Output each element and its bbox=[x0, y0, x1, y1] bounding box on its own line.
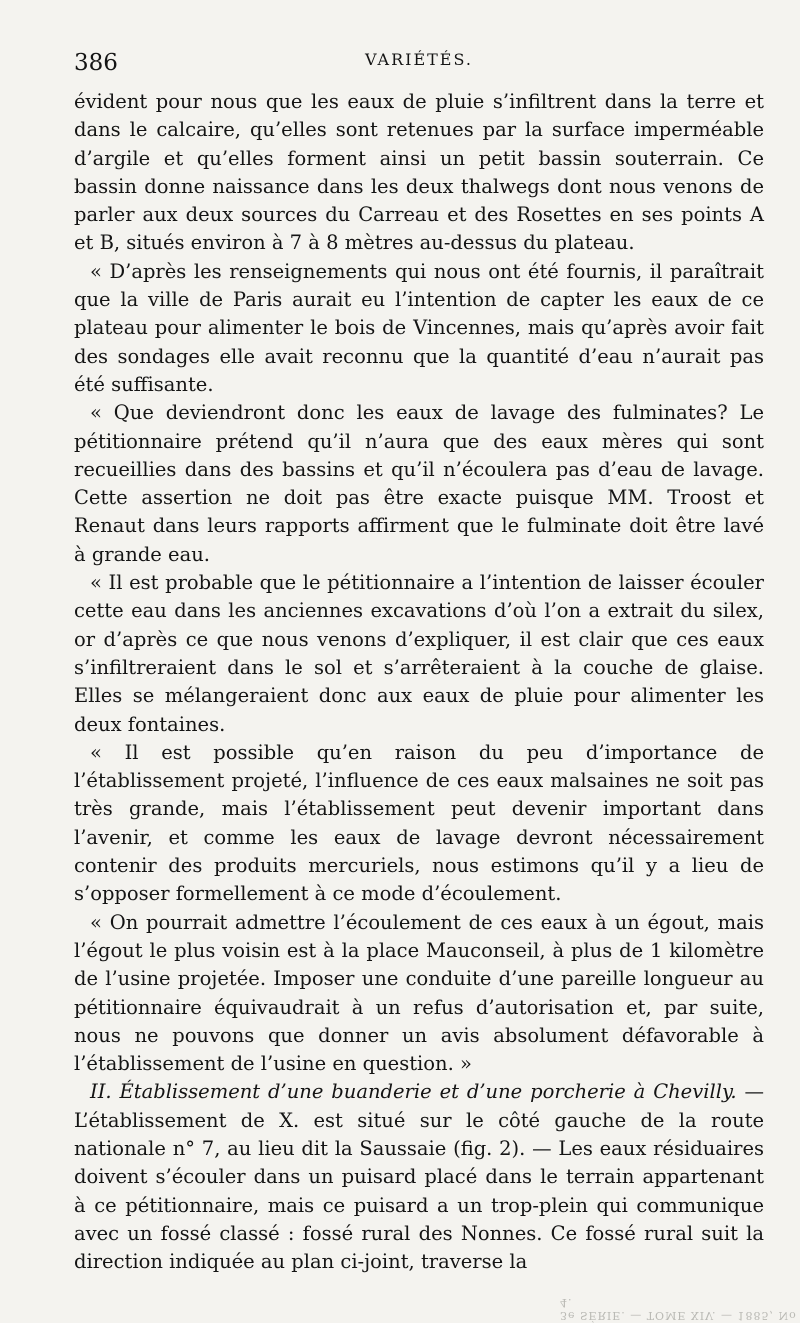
bleed-through-text: 3e SÉRIE. — TOME XIV. — 1885, No 4. bbox=[560, 1296, 797, 1322]
paragraph-6: « On pourrait admettre l’écoulement de ces eaux à un égout, mais l’égout le plus voisin est à la place Mauconseil, à plus de 1 kilomètre de l’usine projetée. Imposer une conduite d’une pareille longueur au pétitionnaire équivaudrait à un refus d’autorisation et, par suite, nous ne pouvons que donner un avis absolument défavorable à l’établissement de l’usine en question. » bbox=[74, 910, 764, 1076]
section-text: — L’établissement de X. est situé sur le côté gauche de la route nationale n° 7, au lieu dit la Saussaie (fig. 2). — Les eaux résiduaires doivent s’écouler dans un puisard placé dans le terrain appartenant à ce pétitionnaire, mais ce puisard a un trop-plein qui communique avec un fossé classé : fossé rural des Nonnes. Ce fossé rural suit la direction indiquée au plan ci-joint, traverse la bbox=[74, 1080, 764, 1274]
body-text bbox=[74, 88, 764, 1276]
section-heading: II. Établissement d’une buanderie et d’une porcherie à Chevilly. bbox=[90, 1080, 737, 1104]
page-number: 386 bbox=[74, 50, 118, 76]
paragraph-3: « Que deviendront donc les eaux de lavage des fulminates? Le pétitionnaire prétend qu’il n’aura que des eaux mères qui sont recueillies dans des bassins et qu’il n’écoulera pas d’eau de lavage. Cette assertion ne doit pas être exacte puisque MM. Troost et Renaut dans leurs rapports affirment que le fulminate doit être lavé à grande eau. bbox=[74, 401, 764, 566]
running-head: VARIÉTÉS. bbox=[365, 50, 473, 69]
section-paragraph bbox=[74, 1078, 764, 1276]
paragraph-5: « Il est possible qu’en raison du peu d’importance de l’établissement projeté, l’influence de ces eaux malsaines ne soit pas très grande, mais l’établissement peut devenir important dans l’avenir, et comme les eaux de lavage devront nécessairement contenir des produits mercuriels, nous estimons qu’il y a lieu de s’opposer formellement à ce mode d’écoulement. bbox=[74, 740, 764, 906]
paragraph-2: « D’après les renseignements qui nous ont été fournis, il paraîtrait que la ville de Paris aurait eu l’intention de capter les eaux de ce plateau pour alimenter le bois de Vincennes, mais qu’après avoir fait des sondages elle avait reconnu que la quantité d’eau n’aurait pas été suffisante. bbox=[74, 259, 764, 396]
paragraph-4: « Il est probable que le pétitionnaire a l’intention de laisser écouler cette eau dans les anciennes excavations d’où l’on a extrait du silex, or d’après ce que nous venons d’expliquer, il est clair que ces eaux s’infiltreraient dans le sol et s’arrêteraient à la couche de glaise. Elles se mélangeraient donc aux eaux de pluie pour alimenter les deux fontaines. bbox=[74, 571, 764, 736]
paragraph-1: évident pour nous que les eaux de pluie s’infiltrent dans la terre et dans le calcaire, qu’elles sont retenues par la surface imperméable d’argile et qu’elles forment ainsi un petit bassin souterrain. Ce bassin donne naissance dans les deux thalwegs dont nous venons de parler aux deux sources du Carreau et des Rosettes en ses points A et B, situés environ à 7 à 8 mètres au-dessus du plateau. bbox=[74, 90, 764, 255]
page-header bbox=[74, 44, 764, 80]
